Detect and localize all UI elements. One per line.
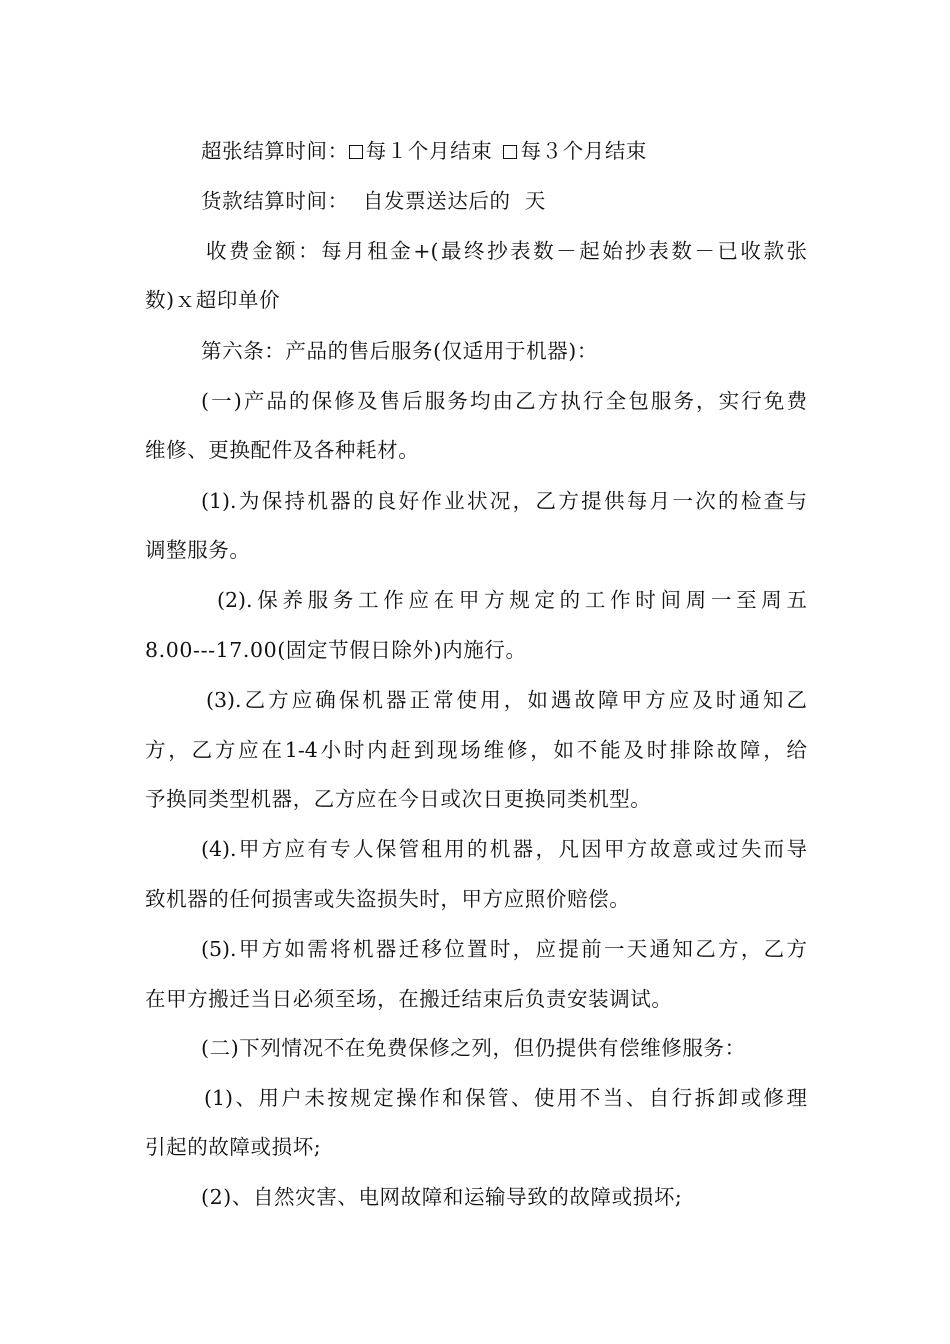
exclusion-2-line: (2)、自然灾害、电网故障和运输导致的故障或损坏; <box>201 1185 683 1209</box>
item-3-line-1: (3).乙方应确保机器正常使用，如遇故障甲方应及时通知乙 <box>206 688 807 712</box>
fee-line-2: 数)ｘ超印单价 <box>145 288 281 312</box>
item-2-line-2: 8.00---17.00(固定节假日除外)内施行。 <box>145 638 527 662</box>
checkbox-quarterly[interactable] <box>503 145 517 159</box>
item-4-line-2: 致机器的任何损害或失盗损失时，甲方应照价赔偿。 <box>145 887 631 911</box>
article-six-heading: 第六条：产品的售后服务(仅适用于机器)： <box>201 339 598 363</box>
option-monthly-label: 每１个月结束 <box>365 139 493 163</box>
item-1-line-1: (1).为保持机器的良好作业状况，乙方提供每月一次的检查与 <box>201 489 807 513</box>
exclusion-1-line-1: (1)、用户未按规定操作和保管、使用不当、自行拆卸或修理 <box>204 1086 807 1110</box>
settlement-time-label: 超张结算时间： <box>201 139 349 163</box>
section-one-line-2: 维修、更换配件及各种耗材。 <box>145 438 420 462</box>
fee-line-1: 收费金额：每月租金+(最终抄表数－起始抄表数－已收款张 <box>206 239 807 263</box>
exclusion-1-line-2: 引起的故障或损坏; <box>145 1135 322 1159</box>
item-3-line-2: 方，乙方应在1-4小时内赶到现场维修，如不能及时排除故障，给 <box>145 738 807 762</box>
payment-settlement-line: 货款结算时间： 自发票送达后的 天 <box>201 189 546 213</box>
item-5-line-1: (5).甲方如需将机器迁移位置时，应提前一天通知乙方，乙方 <box>201 937 807 961</box>
item-2-line-1: (2).保养服务工作应在甲方规定的工作时间周一至周五 <box>217 588 807 612</box>
settlement-time-line <box>201 137 647 165</box>
item-1-line-2: 调整服务。 <box>145 538 251 562</box>
checkbox-monthly[interactable] <box>349 145 363 159</box>
item-4-line-1: (4).甲方应有专人保管租用的机器，凡因甲方故意或过失而导 <box>201 837 807 861</box>
option-quarterly-label: 每３个月结束 <box>520 139 648 163</box>
item-3-line-3: 予换同类型机器，乙方应在今日或次日更换同类机型。 <box>145 787 652 811</box>
item-5-line-2: 在甲方搬迁当日必须至场，在搬迁结束后负责安装调试。 <box>145 987 673 1011</box>
section-one-line-1: (一)产品的保修及售后服务均由乙方执行全包服务，实行免费 <box>201 389 807 413</box>
section-two-heading: (二)下列情况不在免费保修之列，但仍提供有偿维修服务： <box>201 1036 746 1060</box>
